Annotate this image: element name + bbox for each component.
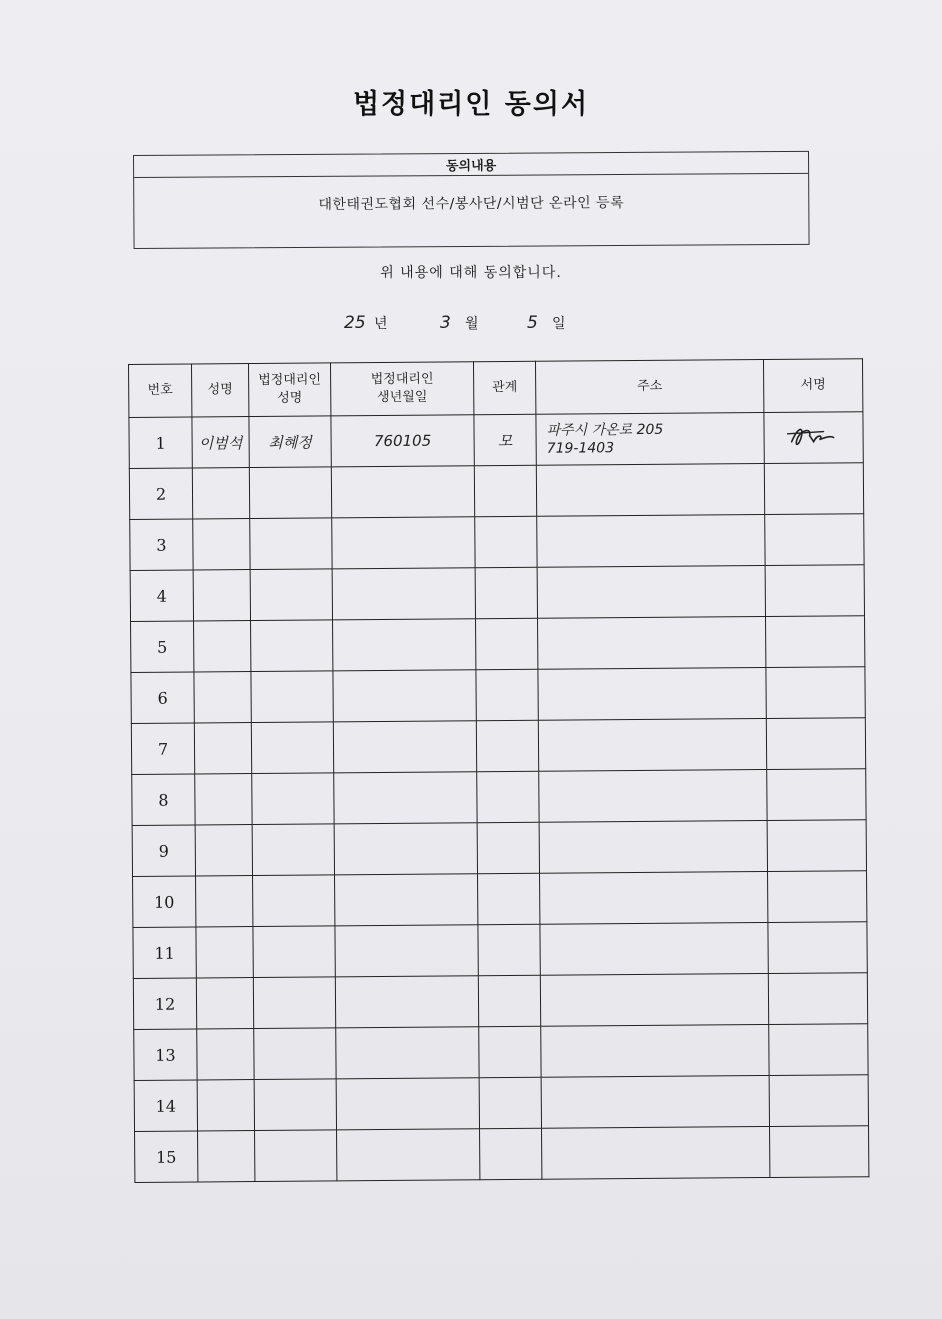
row-signature[interactable]: [765, 514, 864, 566]
row-guardian-name[interactable]: [251, 671, 333, 723]
guardian-table: [128, 358, 868, 1183]
row-address[interactable]: [540, 973, 768, 1026]
document-title: 법정대리인 동의서: [352, 89, 590, 120]
consent-content-body: 대한태권도협회 선수/봉사단/시범단 온라인 등록: [318, 195, 625, 213]
row-relation[interactable]: [477, 822, 539, 873]
date-month-unit: 월: [465, 316, 479, 332]
table-header-row: [129, 359, 863, 418]
date-month-value: 3: [440, 313, 451, 333]
row-address[interactable]: [541, 1075, 769, 1128]
header-no: 번호: [129, 364, 192, 417]
row-name[interactable]: [196, 978, 253, 1029]
row-signature[interactable]: [767, 820, 866, 872]
row-relation[interactable]: [477, 771, 539, 822]
row-relation[interactable]: [478, 924, 540, 975]
row-number: 9: [132, 825, 195, 876]
row-relation[interactable]: [474, 465, 536, 516]
row-signature[interactable]: [768, 871, 867, 923]
row-guardian-birth[interactable]: [333, 619, 476, 671]
row-signature[interactable]: [766, 667, 865, 719]
row-number: 12: [133, 978, 196, 1029]
row-number: 2: [129, 468, 192, 519]
row-guardian-name[interactable]: [253, 977, 335, 1029]
row-name[interactable]: [194, 723, 251, 774]
row-address[interactable]: [539, 769, 767, 822]
table-row: [131, 667, 865, 724]
row-address[interactable]: [542, 1126, 770, 1179]
header-guardian-birth-line2: 생년월일: [377, 389, 428, 406]
row-guardian-name[interactable]: 최혜정: [249, 416, 331, 468]
row-name[interactable]: [198, 1131, 255, 1182]
row-address[interactable]: [539, 820, 767, 873]
table-row: [129, 463, 863, 520]
table-row: [134, 1075, 868, 1132]
row-guardian-name[interactable]: [251, 620, 333, 672]
table-row: [133, 922, 867, 979]
row-guardian-birth[interactable]: [334, 823, 477, 875]
row-address[interactable]: [538, 718, 766, 771]
row-signature[interactable]: [768, 973, 867, 1025]
row-relation[interactable]: [479, 1077, 541, 1128]
table-row: [133, 973, 867, 1030]
row-number: 6: [131, 672, 194, 723]
row-relation[interactable]: [480, 1128, 542, 1179]
row-relation[interactable]: [476, 720, 538, 771]
header-guardian-name-line1: 법정대리인: [258, 372, 322, 388]
consent-content-box: [133, 151, 810, 249]
table-row: [131, 616, 865, 673]
row-number: 11: [133, 927, 196, 978]
row-address[interactable]: [541, 1024, 769, 1077]
row-name[interactable]: [193, 519, 250, 570]
row-guardian-birth[interactable]: [332, 517, 475, 569]
row-name[interactable]: [197, 1029, 254, 1080]
header-guardian-birth-line1: 법정대리인: [370, 371, 434, 388]
row-address[interactable]: [538, 667, 766, 720]
row-address[interactable]: [540, 871, 768, 924]
row-guardian-name[interactable]: [253, 875, 335, 927]
table-row: [133, 871, 867, 928]
row-name[interactable]: 이범석: [192, 417, 249, 468]
row-address[interactable]: [540, 922, 768, 975]
row-name[interactable]: [196, 927, 253, 978]
table-row: [131, 718, 865, 775]
row-address[interactable]: [537, 515, 765, 568]
row-guardian-birth[interactable]: [334, 772, 477, 824]
row-guardian-birth[interactable]: 760105: [331, 415, 474, 467]
table-row: [130, 514, 864, 571]
date-day-value: 5: [527, 313, 538, 333]
row-address-line2: 719-1403: [546, 440, 615, 457]
row-number: 1: [129, 417, 192, 468]
row-number: 7: [131, 723, 194, 774]
row-guardian-birth[interactable]: [335, 925, 478, 977]
row-address[interactable]: [538, 617, 766, 670]
row-signature[interactable]: [768, 922, 867, 974]
row-guardian-birth[interactable]: [335, 976, 478, 1028]
row-guardian-birth[interactable]: [333, 670, 476, 722]
row-name[interactable]: [196, 876, 253, 927]
header-guardian-name: [249, 363, 331, 417]
table-row: [132, 820, 866, 877]
row-relation[interactable]: [476, 618, 538, 669]
table-row: [135, 1126, 869, 1183]
row-guardian-birth[interactable]: [335, 874, 478, 926]
header-name: 성명: [192, 364, 249, 417]
handwritten-signature: [783, 419, 843, 453]
row-guardian-name[interactable]: [254, 1079, 336, 1131]
row-signature[interactable]: [764, 463, 863, 515]
row-guardian-birth[interactable]: [336, 1078, 479, 1130]
row-guardian-name[interactable]: [252, 824, 334, 876]
row-relation[interactable]: 모: [474, 414, 536, 465]
row-address[interactable]: [537, 566, 765, 619]
row-name[interactable]: [194, 621, 251, 672]
table-row: [132, 769, 866, 826]
row-relation[interactable]: [475, 567, 537, 618]
row-guardian-name[interactable]: [254, 1028, 336, 1080]
agreement-statement: 위 내용에 대해 동의합니다.: [380, 265, 562, 281]
row-relation[interactable]: [475, 516, 537, 567]
date-year-unit: 년: [374, 316, 388, 332]
row-name[interactable]: [194, 672, 251, 723]
row-signature[interactable]: [766, 616, 865, 668]
row-relation[interactable]: [476, 669, 538, 720]
row-guardian-name[interactable]: [249, 467, 331, 519]
header-guardian-birth: [330, 362, 473, 416]
row-address[interactable]: [536, 413, 764, 466]
row-relation[interactable]: [478, 873, 540, 924]
date-day-unit: 일: [552, 316, 566, 332]
row-number: 10: [133, 876, 196, 927]
row-signature[interactable]: [765, 565, 864, 617]
row-guardian-name[interactable]: [250, 569, 332, 621]
row-number: 13: [134, 1029, 197, 1080]
consent-content-header: 동의내용: [134, 152, 808, 178]
row-number: 15: [135, 1131, 198, 1182]
row-guardian-name[interactable]: [255, 1130, 337, 1182]
row-signature[interactable]: [769, 1024, 868, 1076]
row-number: 4: [130, 570, 193, 621]
row-guardian-birth[interactable]: [332, 568, 475, 620]
row-guardian-birth[interactable]: [336, 1027, 479, 1079]
row-signature[interactable]: [769, 1075, 868, 1127]
row-name[interactable]: [192, 468, 249, 519]
row-guardian-name[interactable]: [252, 773, 334, 825]
row-guardian-birth[interactable]: [337, 1129, 480, 1181]
row-signature[interactable]: [770, 1126, 869, 1178]
row-name[interactable]: [197, 1080, 254, 1131]
row-number: 8: [132, 774, 195, 825]
header-signature: 서명: [763, 359, 862, 413]
header-guardian-name-line2: 성명: [277, 390, 303, 406]
header-address: 주소: [535, 360, 763, 415]
date-year-value: 25: [344, 313, 366, 333]
row-guardian-name[interactable]: [250, 518, 332, 570]
table-row: [134, 1024, 868, 1081]
row-relation[interactable]: [478, 975, 540, 1026]
table-row: [129, 412, 863, 469]
row-name[interactable]: [195, 825, 252, 876]
row-name[interactable]: [193, 570, 250, 621]
header-relation: 관계: [473, 361, 535, 414]
row-signature[interactable]: [764, 412, 863, 464]
row-guardian-name[interactable]: [253, 926, 335, 978]
row-guardian-birth[interactable]: [333, 721, 476, 773]
row-signature[interactable]: [767, 769, 866, 821]
table-row: [130, 565, 864, 622]
row-relation[interactable]: [479, 1026, 541, 1077]
row-number: 14: [134, 1080, 197, 1131]
row-signature[interactable]: [766, 718, 865, 770]
row-guardian-name[interactable]: [251, 722, 333, 774]
row-number: 5: [131, 621, 194, 672]
row-address-line1: 파주시 가온로 205: [546, 421, 664, 439]
row-address[interactable]: [536, 464, 764, 517]
row-guardian-birth[interactable]: [331, 466, 474, 518]
row-name[interactable]: [195, 774, 252, 825]
row-number: 3: [130, 519, 193, 570]
